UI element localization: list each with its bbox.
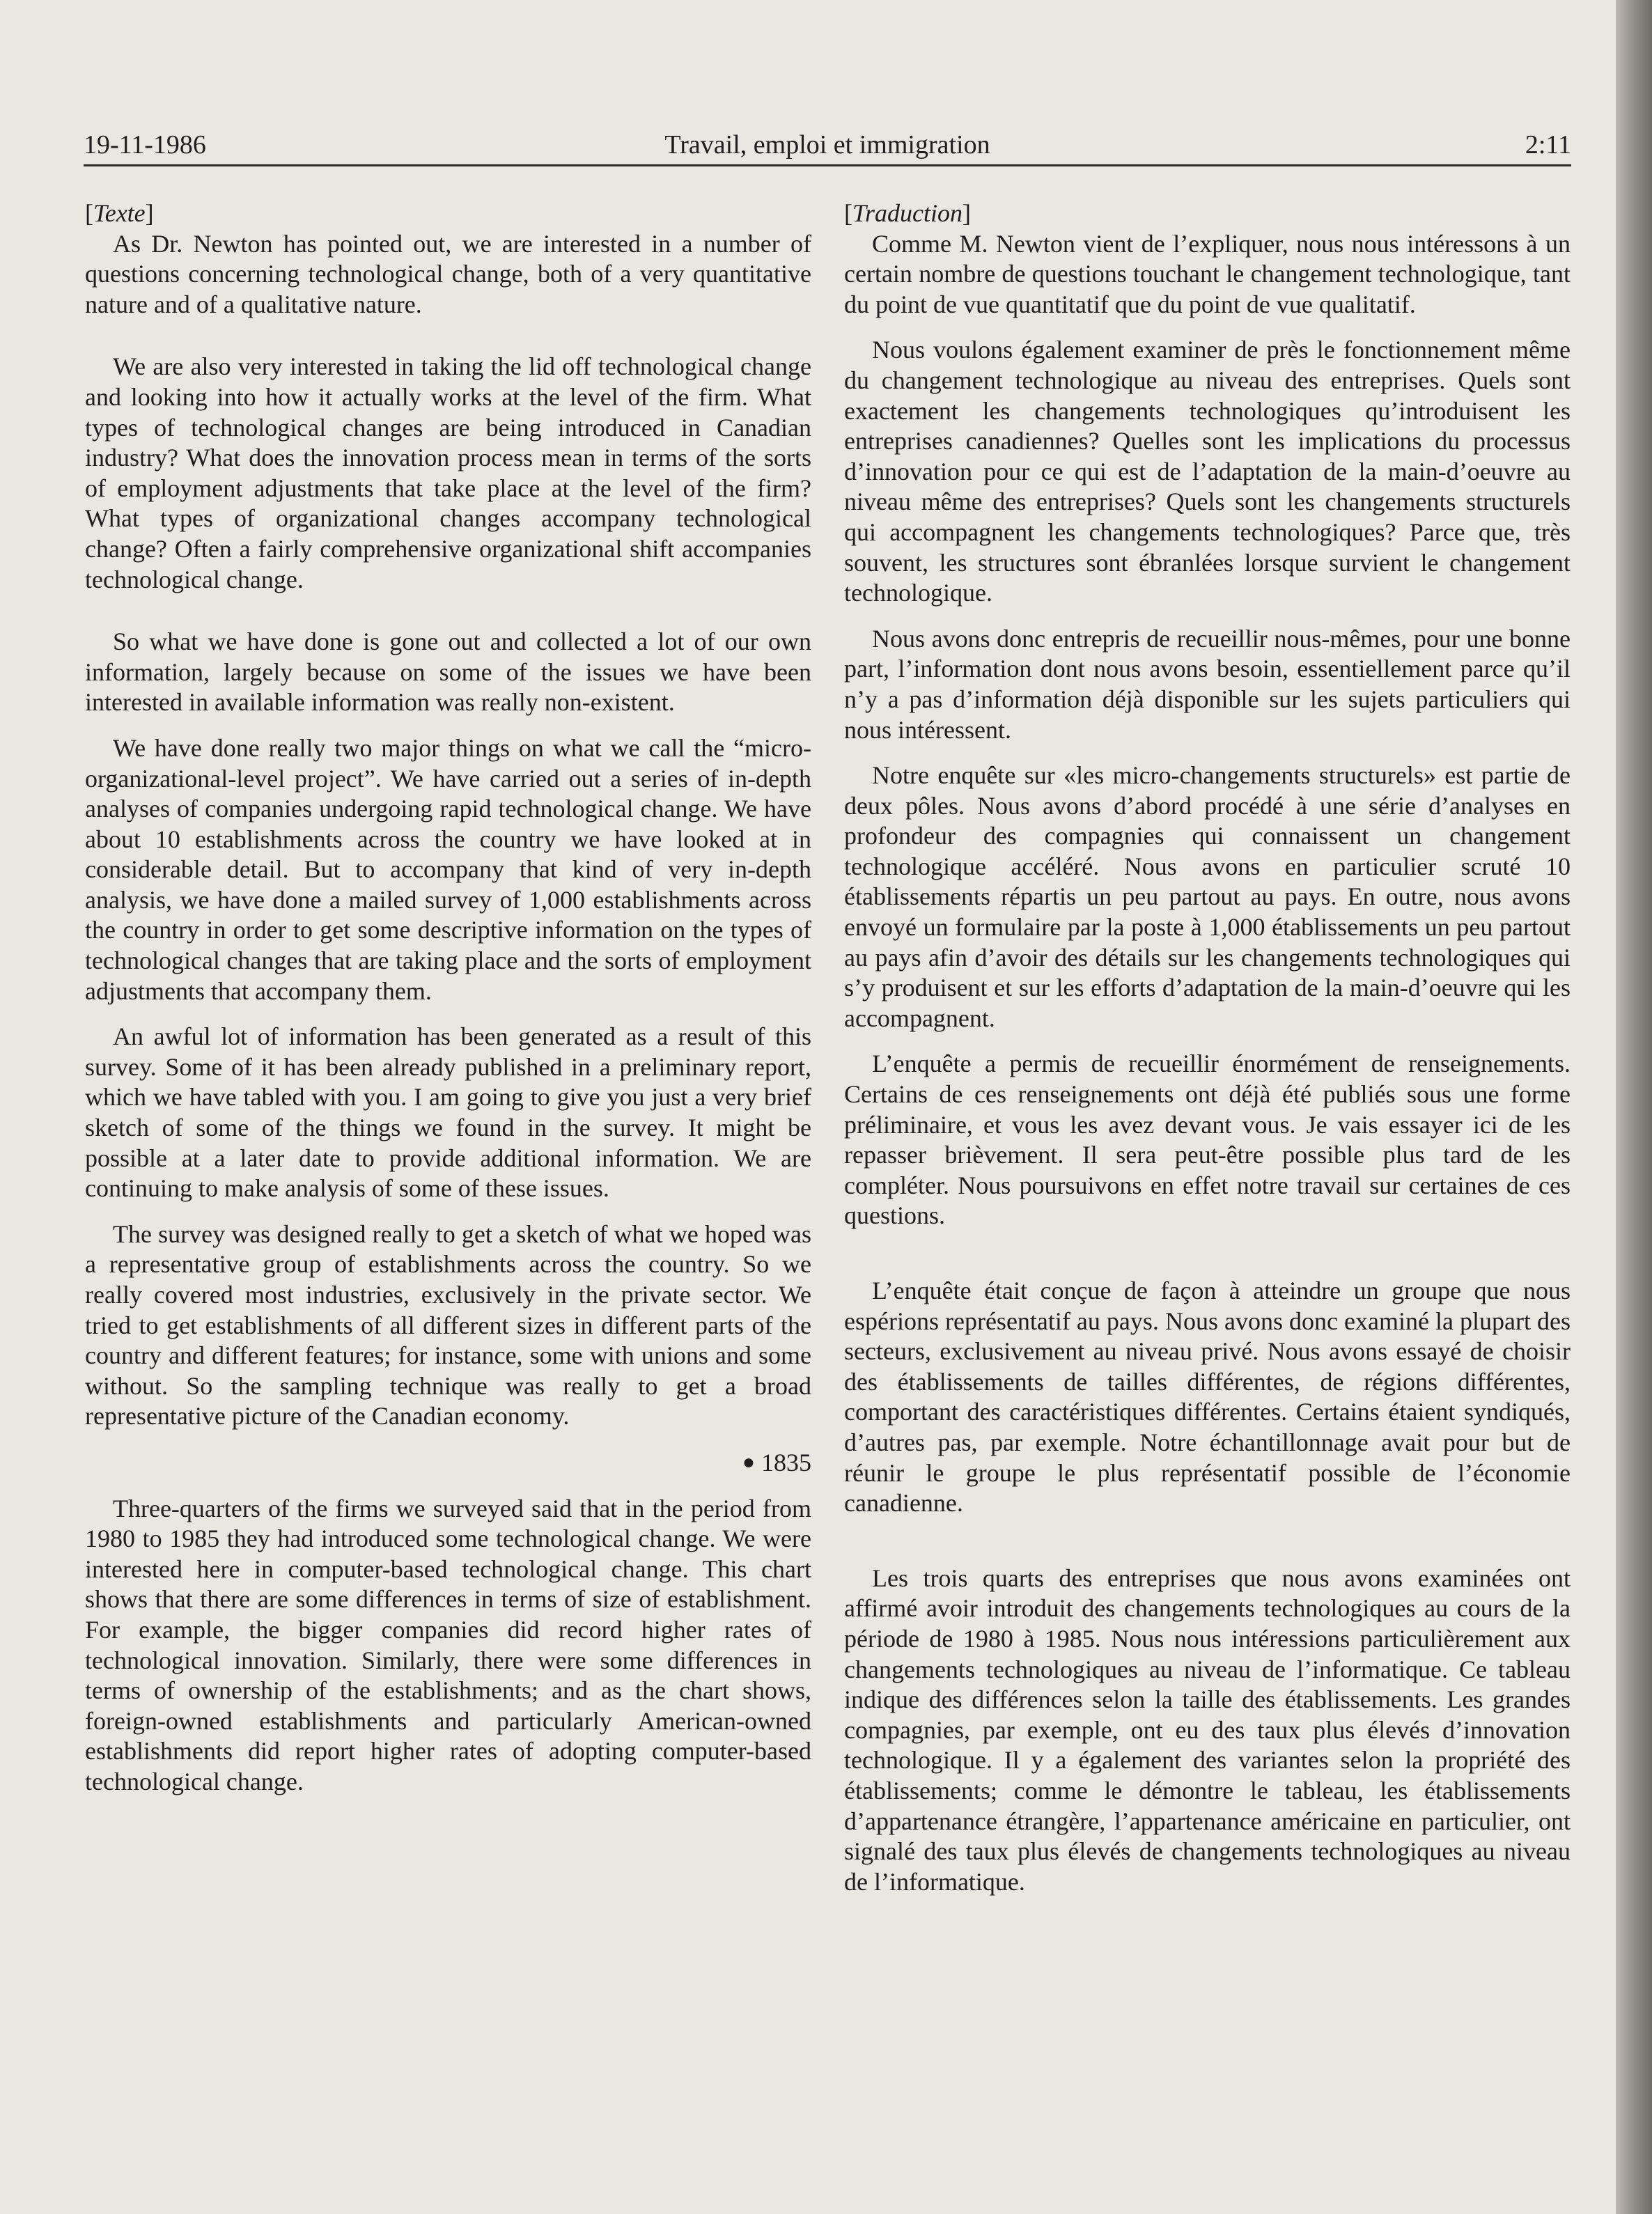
section-label-texte: [Texte] xyxy=(85,199,154,227)
section-label-text: Traduction xyxy=(852,199,963,227)
paragraph-fr-1: Comme M. Newton vient de l’expliquer, nous nous intéressons à un certain nombre de questions touchant le changement technologique, tant du point de vue quantitatif que du point de vue qualitatif. xyxy=(844,229,1571,318)
header-page-number: 2:11 xyxy=(1525,130,1571,159)
paragraph-fr-7: Les trois quarts des entreprises que nous avons examinées ont affirmé avoir introduit des changements technologiques au cours de la période de 1980 à 1985. Nous nous intéressions particulièrement aux changements technologiques au niveau de l’informatique. Ce tableau indique des différences selon la taille des établissements. Les grandes compagnies, par exemple, ont eu des taux plus élevés d’innovation technologique. Il y a également des variantes selon la propriété des établissements; comme le démontre le tableau, les établissements d’appartenance étrangère, l’appartenance américaine en particulier, ont signalé des taux plus élevés de changements technologiques au niveau de l’informatique. xyxy=(844,1564,1571,1896)
paragraph-fr-5: L’enquête a permis de recueillir énormément de renseignements. Certains de ces renseignements ont déjà été publiés sous une forme préliminaire, et vous les avez devant vous. Je vais essayer ici de les repasser brièvement. Il sera peut-être possible plus tard de les compléter. Nous poursuivons en effet notre travail sur certaines de ces questions. xyxy=(844,1050,1571,1230)
french-column xyxy=(844,198,1571,1897)
paragraph-fr-6: L’enquête était conçue de façon à atteindre un groupe que nous espérions représentatif au pays. Nous avons donc examiné la plupart des secteurs, exclusivement au niveau privé. Nous avons essayé de choisir des établissements de tailles différentes, de régions différentes, comportant des caractéristiques différentes. Certains étaient syndiqués, d’autres pas, par exemple. Notre échantillonnage avait pour but de réunir le groupe le plus représentatif possible de l’économie canadienne. xyxy=(844,1277,1571,1518)
page-header xyxy=(84,125,1571,166)
time-marker xyxy=(85,1447,811,1479)
english-column xyxy=(85,198,811,1798)
paragraph-en-5: An awful lot of information has been generated as a result of this survey. Some of it has been already published in a preliminary report, which we have tabled with you. I am going to give you just a very brief sketch of some of the things we found in the survey. It might be possible at a later date to provide additional information. We are continuing to make analysis of some of these issues. xyxy=(85,1022,811,1203)
header-title: Travail, emploi et immigration xyxy=(664,130,990,159)
page-edge-shadow xyxy=(1616,0,1652,2214)
paragraph-en-6: The survey was designed really to get a sketch of what we hoped was a representative group of establishments across the country. So we really covered most industries, exclusively in the private sector. We tried to get establishments of all different sizes in different parts of the country and different features; for instance, some with unions and some without. So the sampling technique was really to get a broad representative picture of the Canadian economy. xyxy=(85,1219,811,1430)
paragraph-fr-4: Notre enquête sur «les micro-changements structurels» est partie de deux pôles. Nous avons d’abord procédé à une série d’analyses en profondeur des compagnies qui connaissent un changement technologique accéléré. Nous avons en particulier scruté 10 établissements répartis un peu partout au pays. En outre, nous avons envoyé un formulaire par la poste à 1,000 établissements un peu partout au pays afin d’avoir des détails sur les changements technologiques qui s’y produisent et sur les efforts d’adaptation de la main-d’oeuvre qui les accompagnent. xyxy=(844,761,1571,1032)
bullet-icon: ● xyxy=(742,1450,755,1474)
section-label-traduction: [Traduction] xyxy=(844,199,972,227)
paragraph-en-4: We have done really two major things on what we call the “micro-organizational-level project”. We have carried out a series of in-depth analyses of companies undergoing rapid technological change. We have about 10 establishments across the country we have looked at in considerable detail. But to accompany that kind of very in-depth analysis, we have done a mailed survey of 1,000 establishments across the country in order to get some descriptive information on the types of technological changes that are taking place and the sorts of employment adjustments that accompany them. xyxy=(85,733,811,1005)
section-label-text: Texte xyxy=(93,199,146,227)
paragraph-fr-3: Nous avons donc entrepris de recueillir nous-mêmes, pour une bonne part, l’information dont nous avons besoin, essentiellement parce qu’il n’y a pas d’information déjà disponible sur les sujets particuliers qui nous intéressent. xyxy=(844,624,1571,744)
header-date: 19-11-1986 xyxy=(84,130,206,159)
paragraph-en-1: As Dr. Newton has pointed out, we are interested in a number of questions concerning technological change, both of a very quantitative nature and of a qualitative nature. xyxy=(85,229,811,318)
paragraph-fr-2: Nous voulons également examiner de près le fonctionnement même du changement technologique au niveau des entreprises. Quels sont exactement les changements technologiques qu’introduisent les entreprises canadiennes? Quelles sont les implications du processus d’innovation pour ce qui est de l’adaptation de la main-d’oeuvre au niveau même des entreprises? Quels sont les changements structurels qui accompagnent les changements technologiques? Parce que, très souvent, les structures sont ébranlées lorsque survient le changement technologique. xyxy=(844,336,1571,607)
paragraph-en-7: Three-quarters of the firms we surveyed said that in the period from 1980 to 1985 they had introduced some technological change. We were interested here in computer-based technological change. This chart shows that there are some differences in terms of size of establishment. For example, the bigger companies did record higher rates of technological innovation. Similarly, there were some differences in terms of ownership of the establishments; and as the chart shows, foreign-owned establishments and particularly American-owned establishments did report higher rates of adopting computer-based technological change. xyxy=(85,1494,811,1795)
time-marker-value: 1835 xyxy=(761,1448,811,1476)
paragraph-en-2: We are also very interested in taking the lid off technological change and looking into how it actually works at the level of the firm. What types of technological changes are being introduced in Canadian industry? What does the innovation process mean in terms of the sorts of employment adjustments that take place at the level of the firm? What types of organizational changes accompany technological change? Often a fairly comprehensive organizational shift accompanies technological change. xyxy=(85,352,811,593)
paragraph-en-3: So what we have done is gone out and collected a lot of our own information, largely because on some of the issues we have been interested in available information was really non-existent. xyxy=(85,627,811,717)
